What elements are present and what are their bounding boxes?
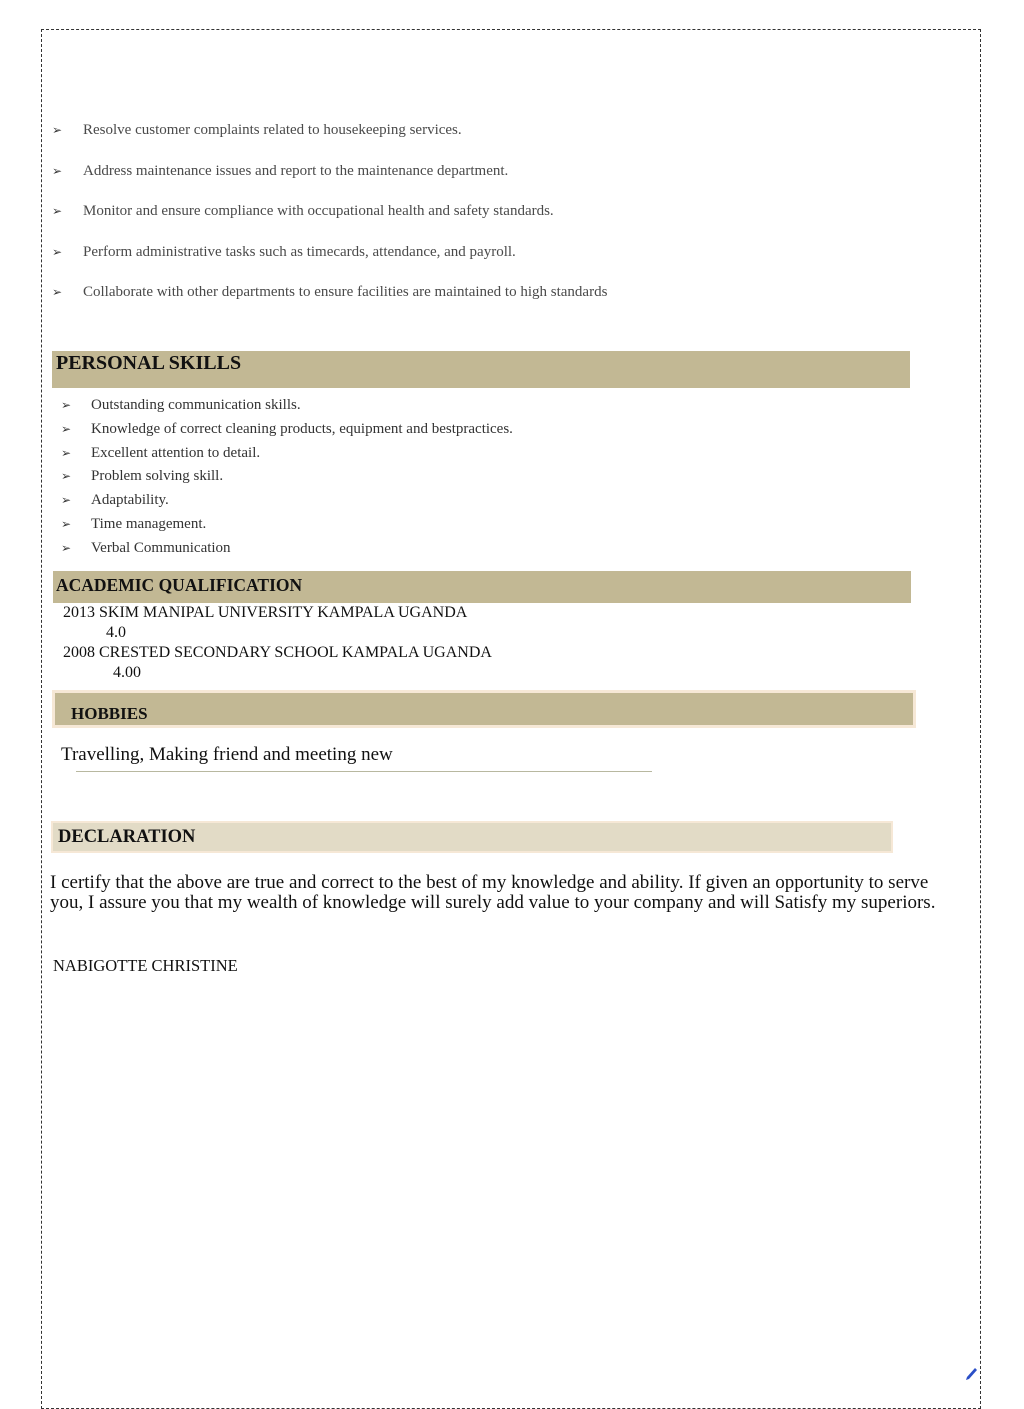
qualification-grade: 4.0 xyxy=(106,624,126,641)
arrow-bullet-icon: ➢ xyxy=(61,398,72,412)
list-item xyxy=(52,241,607,282)
list-item xyxy=(61,537,513,561)
qualification-line: 2013 SKIM MANIPAL UNIVERSITY KAMPALA UGANDA xyxy=(63,604,468,621)
skill-text: Outstanding communication skills. xyxy=(91,397,301,413)
list-item xyxy=(61,442,513,466)
list-item xyxy=(52,200,607,241)
duty-text: Address maintenance issues and report to the maintenance department. xyxy=(83,162,509,179)
duty-text: Resolve customer complaints related to housekeeping services. xyxy=(83,122,462,138)
qualification-grade: 4.00 xyxy=(113,664,141,681)
skill-text: Excellent attention to detail. xyxy=(91,444,261,461)
arrow-bullet-icon: ➢ xyxy=(61,421,72,436)
list-item xyxy=(61,394,513,418)
duty-text: Collaborate with other departments to ensure facilities are maintained to high standards xyxy=(83,284,608,300)
skill-text: Adaptability. xyxy=(91,492,169,509)
academic-heading: ACADEMIC QUALIFICATION xyxy=(53,571,911,603)
duties-list xyxy=(52,119,607,322)
list-item xyxy=(61,513,513,537)
list-item xyxy=(61,465,513,489)
arrow-bullet-icon: ➢ xyxy=(61,445,72,460)
arrow-bullet-icon: ➢ xyxy=(52,204,63,218)
list-item xyxy=(52,281,607,322)
personal-skills-heading: PERSONAL SKILLS xyxy=(52,351,910,388)
duty-text: Perform administrative tasks such as timecards, attendance, and payroll. xyxy=(83,243,516,260)
arrow-bullet-icon: ➢ xyxy=(61,540,72,555)
arrow-bullet-icon: ➢ xyxy=(52,285,63,299)
list-item xyxy=(61,418,513,442)
skill-text: Verbal Communication xyxy=(91,539,231,556)
declaration-text: I certify that the above are true and correct to the best of my knowledge and ability. If given an opportunity to serve you, I assure you that my wealth of knowledge will surely add value to your company and will Satisfy my superiors. xyxy=(50,872,936,913)
pen-mark-icon xyxy=(964,1366,978,1382)
list-item xyxy=(52,119,607,160)
list-item xyxy=(52,160,607,201)
hobbies-heading: HOBBIES xyxy=(52,690,916,728)
arrow-bullet-icon: ➢ xyxy=(52,244,63,259)
arrow-bullet-icon: ➢ xyxy=(61,469,72,484)
hobbies-text: Travelling, Making friend and meeting new xyxy=(61,744,393,765)
arrow-bullet-icon: ➢ xyxy=(52,123,63,137)
skill-text: Problem solving skill. xyxy=(91,468,224,485)
divider xyxy=(76,771,652,772)
arrow-bullet-icon: ➢ xyxy=(61,516,72,531)
arrow-bullet-icon: ➢ xyxy=(61,493,72,508)
declaration-name: NABIGOTTE CHRISTINE xyxy=(53,956,238,975)
duty-text: Monitor and ensure compliance with occupational health and safety standards. xyxy=(83,203,554,219)
skill-text: Knowledge of correct cleaning products, equipment and bestpractices. xyxy=(91,420,513,437)
declaration-heading: DECLARATION xyxy=(51,821,893,853)
arrow-bullet-icon: ➢ xyxy=(52,163,63,178)
list-item xyxy=(61,489,513,513)
skill-text: Time management. xyxy=(91,515,207,532)
qualification-line: 2008 CRESTED SECONDARY SCHOOL KAMPALA UGANDA xyxy=(63,644,492,661)
personal-skills-list xyxy=(61,394,513,561)
